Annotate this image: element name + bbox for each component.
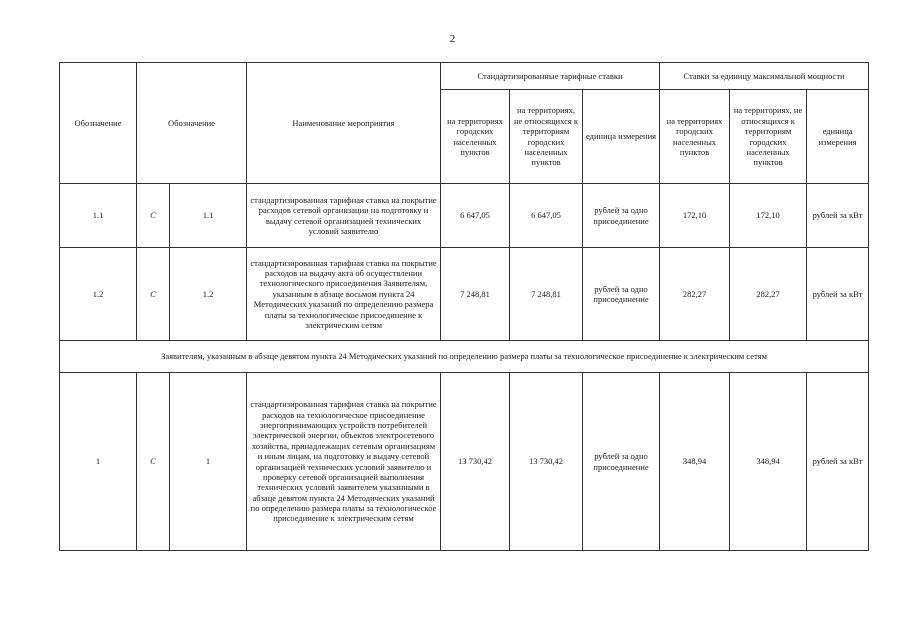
row-std-urban: 7 248,81: [441, 248, 510, 341]
header-cap-urban: на территориях городских населенных пунктов: [660, 90, 730, 184]
header-std-urban: на территориях городских населенных пунктов: [441, 90, 510, 184]
header-designation-1: Обозначение: [60, 63, 137, 184]
header-cap-nonurban: на территориях, не относящихся к территориям городских населенных пунктов: [730, 90, 807, 184]
section-row: [60, 341, 869, 373]
header-designation-2: Обозначение: [137, 63, 247, 184]
row-std-unit: рублей за одно присоединение: [583, 373, 660, 551]
row-measure-name: стандартизированная тарифная ставка на покрытие расходов на технологическое присоединение энергопринимающих устройств потребителей электрической энергии, объектов электросетевого хозяйства, принадлежащих сетевым организациям и иным лицам, на подготовку и выдачу сетевой организацией технических условий заявителю и проверку сетевой организацией выполнения технических условий заявителем указанными в абзаце девятом пункта 24 Методических указаний по определению размера платы за технологическое присоединение к электрическим сетям: [247, 373, 441, 551]
row-std-unit: рублей за одно присоединение: [583, 184, 660, 248]
section-title: Заявителям, указанным в абзаце девятом пункта 24 Методических указаний по определению размера платы за технологическое присоединение к электрическим сетям: [60, 341, 869, 373]
row-std-urban: 6 647,05: [441, 184, 510, 248]
row-std-unit: рублей за одно присоединение: [583, 248, 660, 341]
page-number: 2: [449, 33, 456, 45]
row-num: 1: [170, 373, 247, 551]
row-std-nonurban: 6 647,05: [510, 184, 583, 248]
row-cap-urban: 348,94: [660, 373, 730, 551]
row-cap-nonurban: 348,94: [730, 373, 807, 551]
row-std-urban: 13 730,42: [441, 373, 510, 551]
row-cap-unit: рублей за кВт: [807, 248, 869, 341]
row-std-nonurban: 13 730,42: [510, 373, 583, 551]
tariff-table: [59, 62, 869, 551]
row-cap-urban: 282,27: [660, 248, 730, 341]
row-code: 1.1: [60, 184, 137, 248]
row-cap-unit: рублей за кВт: [807, 184, 869, 248]
row-cap-nonurban: 282,27: [730, 248, 807, 341]
row-letter: С: [137, 184, 170, 248]
header-std-unit: единица измерения: [583, 90, 660, 184]
row-cap-unit: рублей за кВт: [807, 373, 869, 551]
row-measure-name: стандартизированная тарифная ставка на покрытие расходов на выдачу акта об осуществлении технологического присоединения Заявителям, указанным в абзаце восьмом пункта 24 Методических указаний по определению размера платы за технологическое присоединение к электрическим сетям: [247, 248, 441, 341]
header-cap-unit: единица измерения: [807, 90, 869, 184]
header-standard-rates: Стандартизированные тарифные ставки: [441, 63, 660, 90]
header-std-nonurban: на территориях, не относящихся к территориям городских населенных пунктов: [510, 90, 583, 184]
row-letter: С: [137, 373, 170, 551]
header-measure-name: Наименование мероприятия: [247, 63, 441, 184]
header-capacity-rates: Ставки за единицу максимальной мощности: [660, 63, 869, 90]
row-num: 1.2: [170, 248, 247, 341]
table-row: [60, 373, 869, 551]
row-cap-urban: 172,10: [660, 184, 730, 248]
row-letter: С: [137, 248, 170, 341]
table-row: [60, 248, 869, 341]
row-num: 1.1: [170, 184, 247, 248]
row-measure-name: стандартизированная тарифная ставка на покрытие расходов сетевой организации на подготовку и выдачу сетевой организацией технических условий заявителю: [247, 184, 441, 248]
row-code: 1: [60, 373, 137, 551]
row-code: 1.2: [60, 248, 137, 341]
row-std-nonurban: 7 248,81: [510, 248, 583, 341]
row-cap-nonurban: 172,10: [730, 184, 807, 248]
table-row: [60, 184, 869, 248]
